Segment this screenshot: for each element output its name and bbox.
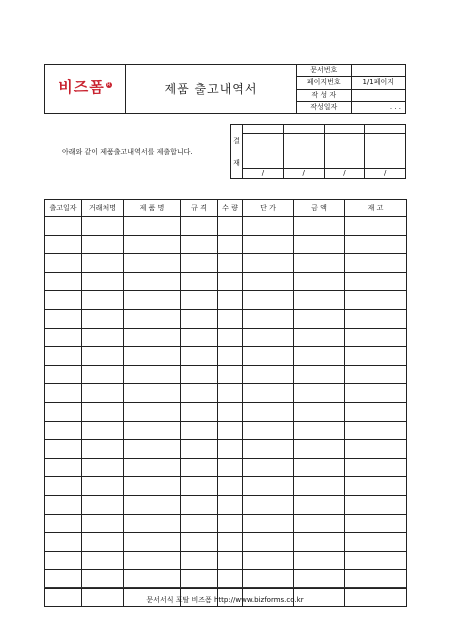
table-cell[interactable] [218,440,243,459]
approver-title-cell[interactable] [283,125,324,134]
table-cell[interactable] [124,458,181,477]
table-cell[interactable] [45,458,82,477]
table-cell[interactable] [45,254,82,273]
table-cell[interactable] [82,272,124,291]
table-cell[interactable] [181,254,218,273]
table-cell[interactable] [45,309,82,328]
table-cell[interactable] [181,365,218,384]
table-cell[interactable] [345,328,407,347]
table-row [45,217,407,236]
approval-label-top: 결 [233,136,240,145]
table-cell[interactable] [45,440,82,459]
table-cell[interactable] [345,477,407,496]
table-cell[interactable] [294,533,345,552]
logo-text: 비즈폼 [58,78,105,96]
table-row [45,421,407,440]
table-cell[interactable] [345,514,407,533]
table-cell[interactable] [294,217,345,236]
table-cell[interactable] [181,477,218,496]
table-cell[interactable] [82,495,124,514]
table-cell[interactable] [82,328,124,347]
table-row [45,254,407,273]
table-row [45,402,407,421]
approver-title-cell[interactable] [324,125,365,134]
table-cell[interactable] [218,291,243,310]
table-cell[interactable] [181,291,218,310]
table-cell[interactable] [181,402,218,421]
table-cell[interactable] [243,347,294,366]
table-cell[interactable] [181,533,218,552]
column-header: 금 액 [294,200,345,217]
table-cell[interactable] [218,384,243,403]
table-cell[interactable] [181,235,218,254]
table-cell[interactable] [124,328,181,347]
table-row [45,440,407,459]
table-cell[interactable] [243,402,294,421]
table-cell[interactable] [243,421,294,440]
table-cell[interactable] [345,235,407,254]
table-cell[interactable] [218,421,243,440]
table-cell[interactable] [294,309,345,328]
table-cell[interactable] [82,477,124,496]
table-cell[interactable] [243,254,294,273]
table-cell[interactable] [82,235,124,254]
document-header [44,64,406,114]
table-cell[interactable] [218,309,243,328]
table-row [45,235,407,254]
field-label: 작 성 자 [297,89,352,101]
registered-mark-icon: R [106,82,111,88]
table-cell[interactable] [345,365,407,384]
table-cell[interactable] [124,514,181,533]
table-row [45,477,407,496]
table-cell[interactable] [82,440,124,459]
table-cell[interactable] [243,309,294,328]
table-cell[interactable] [294,514,345,533]
approval-date-cell[interactable]: / [283,168,324,178]
table-row [45,514,407,533]
column-header: 거래처명 [82,200,124,217]
table-cell[interactable] [124,440,181,459]
signature-cell[interactable] [365,134,406,169]
table-cell[interactable] [243,533,294,552]
table-cell[interactable] [45,533,82,552]
table-cell[interactable] [345,533,407,552]
table-cell[interactable] [218,458,243,477]
table-cell[interactable] [218,495,243,514]
table-cell[interactable] [294,495,345,514]
table-cell[interactable] [218,235,243,254]
table-cell[interactable] [82,551,124,570]
table-cell[interactable] [181,440,218,459]
table-row [45,384,407,403]
table-cell[interactable] [294,347,345,366]
table-cell[interactable] [218,533,243,552]
table-cell[interactable] [345,402,407,421]
table-cell[interactable] [243,235,294,254]
table-cell[interactable] [124,365,181,384]
table-cell[interactable] [45,421,82,440]
table-cell[interactable] [124,347,181,366]
table-cell[interactable] [82,570,124,589]
table-cell[interactable] [45,477,82,496]
table-cell[interactable] [218,570,243,589]
table-cell[interactable] [45,217,82,236]
table-row [45,495,407,514]
intro-text: 아래와 같이 제품출고내역서를 제출합니다. [62,148,193,156]
table-row [45,328,407,347]
table-cell[interactable] [243,217,294,236]
table-cell[interactable] [218,514,243,533]
table-row [45,458,407,477]
table-cell[interactable] [243,570,294,589]
table-cell[interactable] [124,309,181,328]
table-cell[interactable] [124,384,181,403]
table-cell[interactable] [181,217,218,236]
table-cell[interactable] [82,533,124,552]
table-cell[interactable] [124,421,181,440]
table-cell[interactable] [294,458,345,477]
table-cell[interactable] [82,254,124,273]
table-cell[interactable] [124,217,181,236]
table-cell[interactable] [294,254,345,273]
table-cell[interactable] [181,328,218,347]
table-cell[interactable] [82,365,124,384]
table-cell[interactable] [294,402,345,421]
table-cell[interactable] [218,477,243,496]
table-cell[interactable] [82,309,124,328]
field-label: 페이지번호 [297,77,352,89]
table-cell[interactable] [345,421,407,440]
table-cell[interactable] [218,551,243,570]
table-cell[interactable] [243,551,294,570]
field-label: 작성일자 [297,101,352,113]
table-cell[interactable] [45,291,82,310]
table-cell[interactable] [45,514,82,533]
table-cell[interactable] [45,384,82,403]
table-cell[interactable] [294,272,345,291]
table-cell[interactable] [181,570,218,589]
table-cell[interactable] [243,272,294,291]
table-cell[interactable] [181,495,218,514]
table-cell[interactable] [181,347,218,366]
table-cell[interactable] [124,477,181,496]
table-cell[interactable] [218,254,243,273]
table-cell[interactable] [243,365,294,384]
approval-label-bottom: 재 [233,158,240,167]
column-header: 제 품 명 [124,200,181,217]
table-cell[interactable] [243,328,294,347]
signature-cell[interactable] [283,134,324,169]
table-cell[interactable] [345,217,407,236]
column-header: 출고일자 [45,200,82,217]
table-cell[interactable] [243,440,294,459]
table-row [45,272,407,291]
table-cell[interactable] [243,514,294,533]
table-cell[interactable] [345,272,407,291]
table-cell[interactable] [181,551,218,570]
table-cell[interactable] [45,365,82,384]
table-cell[interactable] [218,217,243,236]
column-header: 단 가 [243,200,294,217]
table-cell[interactable] [345,495,407,514]
table-cell[interactable] [345,440,407,459]
table-cell[interactable] [218,272,243,291]
table-cell[interactable] [82,347,124,366]
table-cell[interactable] [218,365,243,384]
table-header-row [45,200,407,217]
approval-date-cell[interactable]: / [365,168,406,178]
table-cell[interactable] [345,347,407,366]
column-header: 규 격 [181,200,218,217]
column-header: 재 고 [345,200,407,217]
footer-divider [44,587,406,588]
table-cell[interactable] [345,254,407,273]
column-header: 수 량 [218,200,243,217]
field-value[interactable] [351,89,406,101]
table-cell[interactable] [345,291,407,310]
signature-cell[interactable] [243,134,284,169]
table-cell[interactable] [181,514,218,533]
table-cell[interactable] [124,291,181,310]
table-cell[interactable] [294,365,345,384]
approval-date-cell[interactable]: / [243,168,284,178]
table-cell[interactable] [181,384,218,403]
table-cell[interactable] [45,272,82,291]
table-cell[interactable] [124,495,181,514]
table-cell[interactable] [345,570,407,589]
table-row [45,570,407,589]
field-value[interactable]: 1/1페이지 [351,77,406,89]
approver-title-cell[interactable] [365,125,406,134]
footer-text: 문서서식 포탈 비즈폼 http://www.bizforms.co.kr [146,596,304,604]
table-cell[interactable] [82,402,124,421]
table-row [45,365,407,384]
table-cell[interactable] [181,458,218,477]
table-cell[interactable] [294,291,345,310]
table-cell[interactable] [45,551,82,570]
table-cell[interactable] [345,309,407,328]
field-label: 문서번호 [297,65,352,77]
table-cell[interactable] [124,570,181,589]
table-cell[interactable] [45,347,82,366]
document-title: 제품 출고내역서 [126,65,297,114]
table-cell[interactable] [82,217,124,236]
table-cell[interactable] [294,421,345,440]
table-cell[interactable] [45,235,82,254]
table-cell[interactable] [294,384,345,403]
table-cell[interactable] [45,402,82,421]
table-cell[interactable] [294,235,345,254]
logo [45,65,126,114]
approval-date-cell[interactable]: / [324,168,365,178]
table-row [45,291,407,310]
table-cell[interactable] [243,477,294,496]
table-cell[interactable] [181,272,218,291]
table-cell[interactable] [124,551,181,570]
table-cell[interactable] [218,347,243,366]
table-cell[interactable] [243,291,294,310]
field-value[interactable]: . . . [351,101,406,113]
table-cell[interactable] [294,477,345,496]
table-cell[interactable] [294,570,345,589]
field-value[interactable] [351,65,406,77]
table-cell[interactable] [124,402,181,421]
approver-title-cell[interactable] [243,125,284,134]
table-cell[interactable] [124,254,181,273]
signature-cell[interactable] [324,134,365,169]
table-cell[interactable] [45,328,82,347]
table-cell[interactable] [345,551,407,570]
shipment-table [44,199,407,607]
table-cell[interactable] [218,402,243,421]
table-cell[interactable] [82,514,124,533]
table-cell[interactable] [181,421,218,440]
table-cell[interactable] [124,533,181,552]
table-cell[interactable] [345,458,407,477]
table-cell[interactable] [124,235,181,254]
table-cell[interactable] [243,495,294,514]
table-row [45,309,407,328]
table-cell[interactable] [45,495,82,514]
table-cell[interactable] [82,421,124,440]
table-cell[interactable] [82,384,124,403]
table-row [45,347,407,366]
table-cell[interactable] [82,458,124,477]
table-cell[interactable] [218,328,243,347]
table-row [45,551,407,570]
approval-label [231,125,243,179]
table-cell[interactable] [345,384,407,403]
table-cell[interactable] [181,309,218,328]
table-cell[interactable] [243,458,294,477]
approval-box [230,124,406,179]
table-cell[interactable] [124,272,181,291]
table-cell[interactable] [294,328,345,347]
table-cell[interactable] [294,440,345,459]
table-cell[interactable] [294,551,345,570]
table-row [45,533,407,552]
table-cell[interactable] [82,291,124,310]
table-cell[interactable] [45,570,82,589]
table-cell[interactable] [243,384,294,403]
